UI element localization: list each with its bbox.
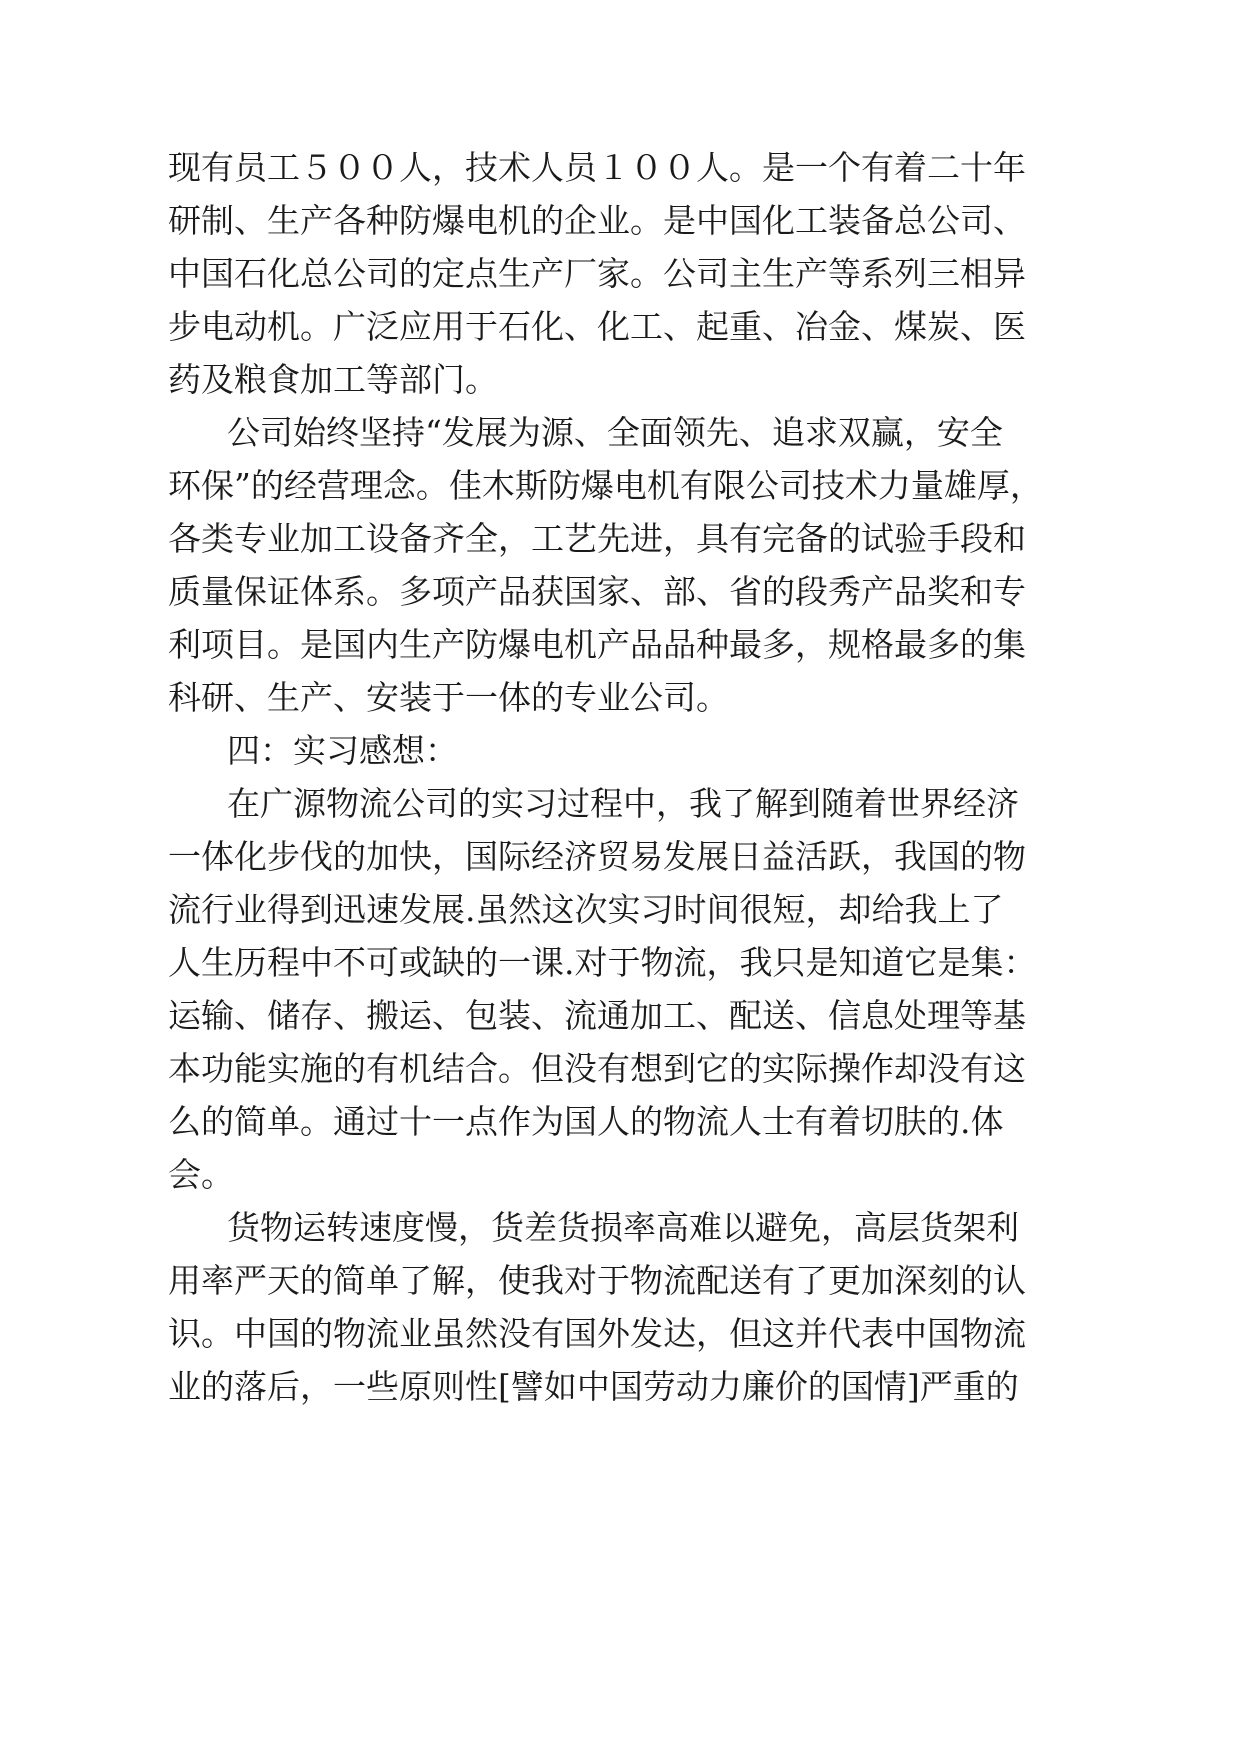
text-line: 一体化步伐的加快，国际经济贸易发展日益活跃，我国的物 (168, 837, 1026, 876)
section-heading: 四：实习感想： (227, 731, 458, 770)
text-line: 质量保证体系。多项产品获国家、部、省的段秀产品奖和专 (168, 572, 1026, 611)
text-line: 科研、生产、安装于一体的专业公司。 (168, 678, 729, 717)
text-line: 会。 (168, 1155, 234, 1194)
text-line: 运输、储存、搬运、包装、流通加工、配送、信息处理等基 (168, 996, 1026, 1035)
text-line: 识。中国的物流业虽然没有国外发达，但这并代表中国物流 (168, 1314, 1026, 1353)
text-line: 利项目。是国内生产防爆电机产品品种最多，规格最多的集 (168, 625, 1026, 664)
text-line: 各类专业加工设备齐全，工艺先进，具有完备的试验手段和 (168, 519, 1026, 558)
paragraph-first-line: 公司始终坚持“发展为源、全面领先、追求双赢，安全 (227, 413, 1003, 452)
text-line: 研制、生产各种防爆电机的企业。是中国化工装备总公司、 (168, 201, 1026, 240)
text-line: 环保”的经营理念。佳木斯防爆电机有限公司技术力量雄厚， (168, 466, 1043, 505)
text-line: 业的落后，一些原则性[譬如中国劳动力廉价的国情]严重的 (168, 1367, 1019, 1406)
text-line: 中国石化总公司的定点生产厂家。公司主生产等系列三相异 (168, 254, 1026, 293)
text-line: 现有员工５００人，技术人员１００人。是一个有着二十年 (168, 148, 1026, 187)
text-line: 用率严天的简单了解，使我对于物流配送有了更加深刻的认 (168, 1261, 1026, 1300)
text-line: 人生历程中不可或缺的一课.对于物流，我只是知道它是集： (168, 943, 1037, 982)
paragraph-first-line: 货物运转速度慢，货差货损率高难以避免，高层货架利 (227, 1208, 1019, 1247)
text-line: 流行业得到迅速发展.虽然这次实习时间很短，却给我上了 (168, 890, 1004, 929)
paragraph-first-line: 在广源物流公司的实习过程中，我了解到随着世界经济 (227, 784, 1019, 823)
text-line: 本功能实施的有机结合。但没有想到它的实际操作却没有这 (168, 1049, 1026, 1088)
text-line: 步电动机。广泛应用于石化、化工、起重、冶金、煤炭、医 (168, 307, 1026, 346)
text-line: 么的简单。通过十一点作为国人的物流人士有着切肤的.体 (168, 1102, 1004, 1141)
text-line: 药及粮食加工等部门。 (168, 360, 498, 399)
